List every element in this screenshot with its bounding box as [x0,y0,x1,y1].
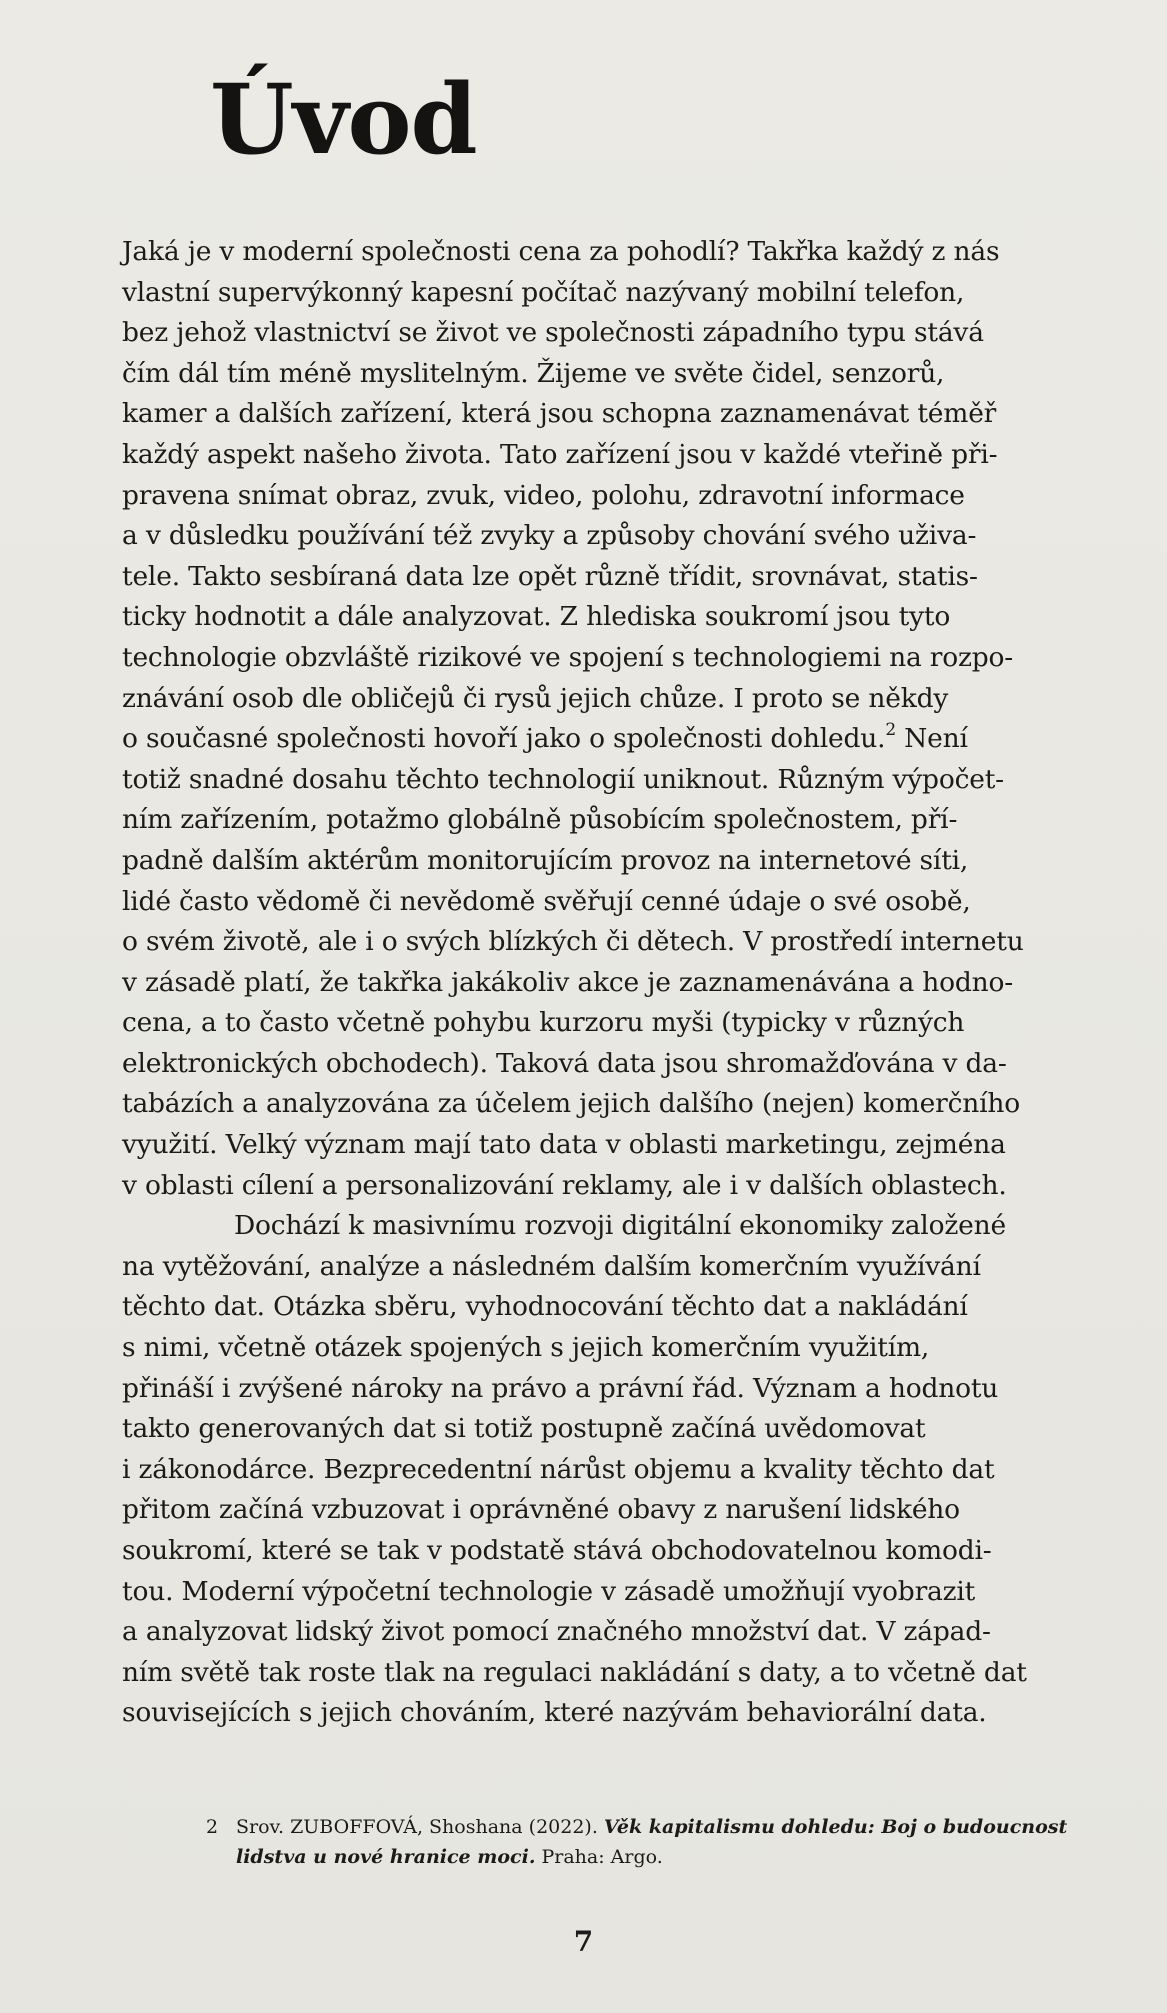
footnote-number: 2 [206,1816,219,1838]
text-line: ním světě tak roste tlak na regulaci nakládání s daty, a to včetně dat [122,1656,1027,1688]
text-line: v zásadě platí, že takřka jakákoliv akce je zaznamenávána a hodno- [122,966,1014,998]
text-line: totiž snadné dosahu těchto technologií uniknout. Různým výpočet- [122,763,1004,795]
footnote-reference[interactable]: 2 [885,720,896,741]
footnote [122,1812,1102,1872]
text-line: čím dál tím méně myslitelným. Žijeme ve světe čidel, senzorů, [122,357,945,389]
text-line: pravena snímat obraz, zvuk, video, polohu, zdravotní informace [122,479,965,511]
text-line: znávání osob dle obličejů či rysů jejich chůze. I proto se někdy [122,682,949,714]
text-line: těchto dat. Otázka sběru, vyhodnocování těchto dat a nakládání [122,1291,968,1323]
text-line: o svém životě, ale i o svých blízkých či dětech. V prostředí internetu [122,926,1024,958]
text-line: tou. Moderní výpočetní technologie v zásadě umožňují vyobrazit [122,1575,976,1607]
footnote-publisher: Praha: Argo. [535,1846,663,1868]
text-line: přitom začíná vzbuzovat i oprávněné obavy z narušení lidského [122,1494,960,1526]
text-line: přináší i zvýšené nároky na právo a právní řád. Význam a hodnotu [122,1372,999,1404]
text-fragment: o současné společnosti hovoří jako o společnosti dohledu. [122,723,886,755]
text-line: vlastní supervýkonný kapesní počítač nazývaný mobilní telefon, [122,276,965,308]
text-line: takto generovaných dat si totiž postupně začíná uvědomovat [122,1413,926,1445]
text-line: ticky hodnotit a dále analyzovat. Z hlediska soukromí jsou tyto [122,601,951,633]
text-line: bez jehož vlastnictví se život ve společnosti západního typu stává [122,317,984,349]
footnote-prefix: Srov. ZUBOFFOVÁ, Shoshana (2022). [236,1816,604,1838]
text-line: i zákonodárce. Bezprecedentní nárůst objemu a kvality těchto dat [122,1453,995,1485]
text-line: využití. Velký význam mají tato data v oblasti marketingu, zejména [122,1129,1006,1161]
text-line: technologie obzvláště rizikové ve spojení s technologiemi na rozpo- [122,641,1014,673]
text-line: kamer a dalších zařízení, která jsou schopna zaznamenávat téměř [122,398,997,430]
footnote-book-title-cont: lidstva u nové hranice moci. [236,1846,536,1868]
text-line: Jaká je v moderní společnosti cena za pohodlí? Takřka každý z nás [122,236,1000,267]
text-fragment: Není [895,723,968,755]
text-line: padně dalším aktérům monitorujícím provoz na internetové síti, [122,844,969,876]
text-line: ním zařízením, potažmo globálně působícím společnostem, pří- [122,804,958,836]
footnote-book-title: Věk kapitalismu dohledu: Boj o budoucnost [603,1816,1068,1838]
text-line: lidé často vědomě či nevědomě svěřují cenné údaje o své osobě, [122,885,971,917]
text-line: Dochází k masivnímu rozvoji digitální ekonomiky založené [234,1210,1006,1242]
chapter-title: Úvod [210,63,477,176]
text-line: tele. Takto sesbíraná data lze opět různě třídit, srovnávat, statis- [122,560,978,592]
text-line: a v důsledku používání též zvyky a způsoby chování svého uživa- [122,520,977,552]
chapter-body [122,232,1102,1734]
text-line: na vytěžování, analýze a následném dalším komerčním využívání [122,1250,981,1282]
footnote-line [122,1812,1102,1842]
text-line: souvisejících s jejich chováním, které nazývám behaviorální data. [122,1697,987,1729]
text-line: cena, a to často včetně pohybu kurzoru myši (typicky v různých [122,1007,965,1039]
footnote-line [122,1842,1102,1872]
text-line: každý aspekt našeho života. Tato zařízení jsou v každé vteřině při- [122,438,998,470]
text-line: a analyzovat lidský život pomocí značného množství dat. V západ- [122,1616,991,1648]
text-line: tabázích a analyzována za účelem jejich dalšího (nejen) komerčního [122,1088,1020,1120]
text-line: v oblasti cílení a personalizování reklamy, ale i v dalších oblastech. [122,1169,1007,1201]
text-line-with-footnote [122,719,1102,760]
text-line: elektronických obchodech). Taková data jsou shromažďována v da- [122,1047,1007,1079]
text-line: s nimi, včetně otázek spojených s jejich komerčním využitím, [122,1332,930,1364]
page-number: 7 [573,1925,594,1958]
text-line: soukromí, které se tak v podstatě stává obchodovatelnou komodi- [122,1535,992,1566]
